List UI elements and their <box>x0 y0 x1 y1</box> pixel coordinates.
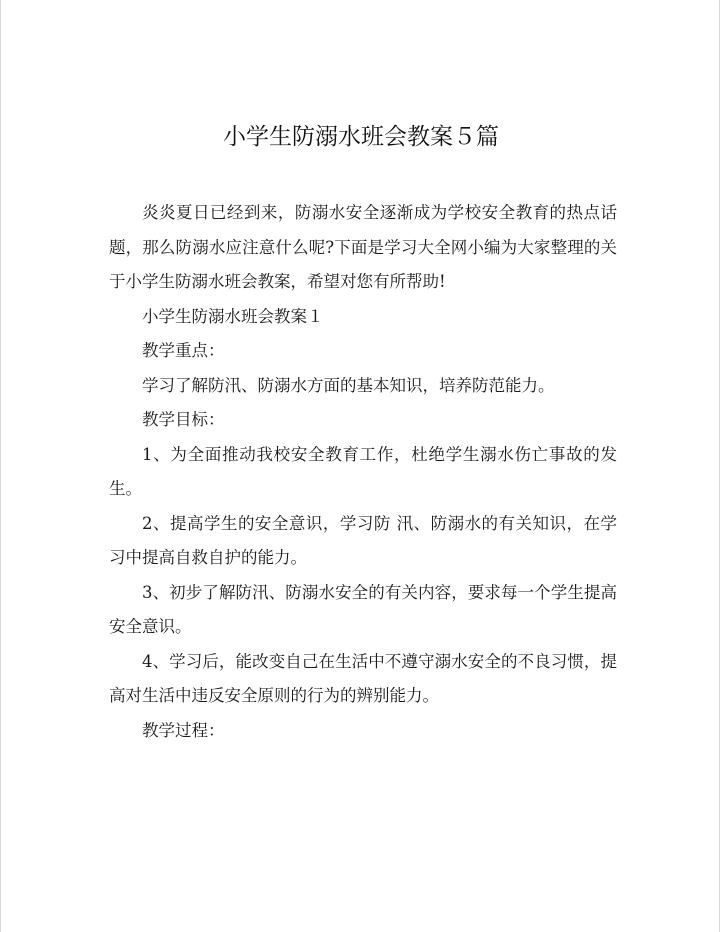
goal-item-2: 2、提高学生的安全意识，学习防 汛、防溺水的有关知识，在学习中提高自救自护的能力。 <box>109 513 617 567</box>
document-body <box>109 196 617 748</box>
section-heading-goals: 教学目标： <box>142 410 225 429</box>
lesson-heading: 小学生防溺水班会教案１ <box>142 306 324 326</box>
section-heading-focus: 教学重点： <box>142 341 225 360</box>
page-title: 小学生防溺水班会教案５篇 <box>223 124 499 150</box>
goal-item-4: 4、学习后，能改变自己在生活中不遵守溺水安全的不良习惯，提高对生活中违反安全原则的行为的辨别能力。 <box>109 651 617 705</box>
goal-item-3: 3、初步了解防汛、防溺水安全的有关内容，要求每一个学生提高安全意识。 <box>109 582 617 636</box>
goal-item-1: 1、为全面推动我校安全教育工作，杜绝学生溺水伤亡事故的发生。 <box>109 444 617 498</box>
focus-paragraph: 学习了解防汛、防溺水方面的基本知识，培养防范能力。 <box>142 375 555 395</box>
section-heading-process: 教学过程： <box>142 720 225 740</box>
intro-paragraph: 炎炎夏日已经到来，防溺水安全逐渐成为学校安全教育的热点话题，那么防溺水应注意什么呢?下面是学习大全网小编为大家整理的关于小学生防溺水班会教案，希望对您有所帮助! <box>109 203 617 291</box>
